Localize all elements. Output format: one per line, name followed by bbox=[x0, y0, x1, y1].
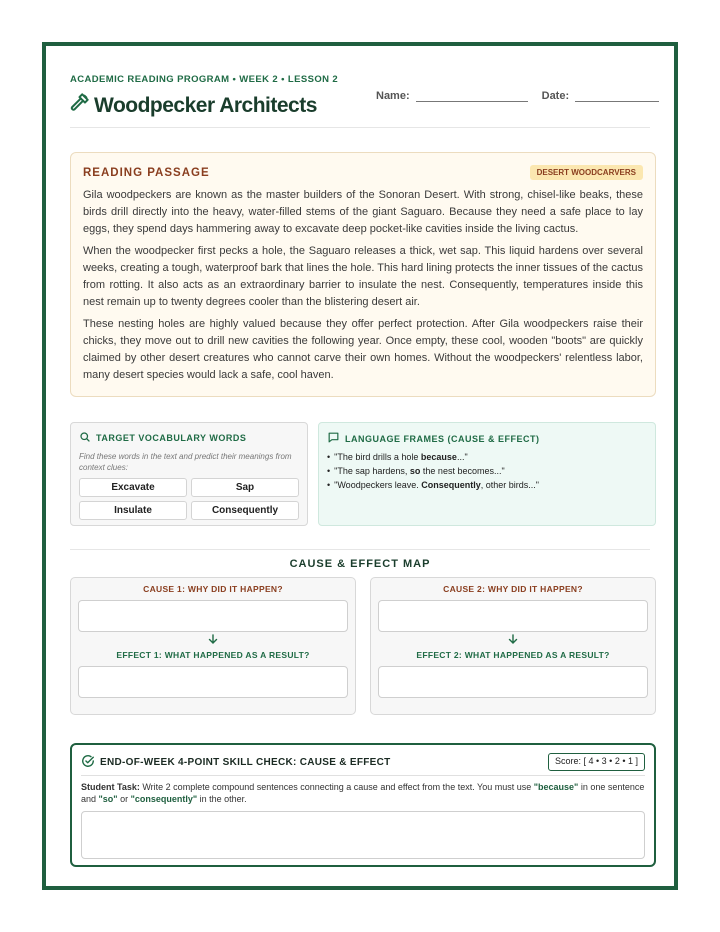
cause-1-label: CAUSE 1: WHY DID IT HAPPEN? bbox=[143, 584, 283, 594]
skill-divider bbox=[81, 775, 645, 776]
cause-1-answer-box[interactable] bbox=[78, 600, 348, 632]
language-frames-list bbox=[327, 452, 647, 490]
language-frame-item: • "The sap hardens, so the nest becomes..." bbox=[327, 466, 647, 476]
date-line[interactable] bbox=[575, 88, 659, 102]
date-field[interactable] bbox=[542, 88, 660, 102]
skill-check-answer-box[interactable] bbox=[81, 811, 645, 859]
cause-2-label: CAUSE 2: WHY DID IT HAPPEN? bbox=[443, 584, 583, 594]
student-task: Student Task: Write 2 complete compound sentences connecting a cause and effect from the text. You must use "because" in one sentence and "so" or "consequently" in the other. bbox=[81, 782, 645, 804]
vocabulary-grid bbox=[79, 478, 299, 520]
vocabulary-title: TARGET VOCABULARY WORDS bbox=[96, 433, 247, 443]
passage-paragraph: When the woodpecker first pecks a hole, the Saguaro releases a thick, wet sap. This liquid hardens over several weeks, creating a tough, waterproof bark that lines the hole. This hard lining protects the inner tissues of the cactus from rotting. It also acts as an extraordinary barrier to insulate the nest. Consequently, temperatures inside this nest remain up to twenty degrees cooler than the blistering desert air. bbox=[83, 245, 643, 308]
cause-2-answer-box[interactable] bbox=[378, 600, 648, 632]
arrow-down-icon bbox=[378, 634, 648, 650]
name-field[interactable] bbox=[376, 88, 528, 102]
passage-badge: DESERT WOODCARVERS bbox=[530, 165, 643, 180]
skill-check-box bbox=[70, 743, 656, 867]
worksheet-frame bbox=[42, 42, 678, 890]
language-frames-box bbox=[318, 422, 656, 526]
hammer-icon bbox=[68, 92, 90, 119]
section-divider bbox=[70, 549, 650, 550]
reading-passage bbox=[70, 152, 656, 397]
language-frames-title: LANGUAGE FRAMES (CAUSE & EFFECT) bbox=[345, 433, 540, 444]
name-label: Name: bbox=[376, 90, 410, 102]
cause-effect-column-2 bbox=[370, 577, 656, 715]
header-divider bbox=[70, 127, 650, 128]
check-circle-icon bbox=[81, 754, 95, 771]
score-box: Score: [ 4 • 3 • 2 • 1 ] bbox=[548, 753, 645, 771]
vocab-word-insulate: Insulate bbox=[79, 501, 187, 520]
language-frame-item: • "The bird drills a hole because..." bbox=[327, 452, 647, 462]
vocab-word-consequently: Consequently bbox=[191, 501, 299, 520]
vocab-word-excavate: Excavate bbox=[79, 478, 187, 497]
name-date-fields bbox=[376, 88, 659, 102]
effect-1-answer-box[interactable] bbox=[78, 666, 348, 698]
passage-paragraph: These nesting holes are highly valued because they offer perfect protection. After Gila woodpeckers raise their chicks, they move out to drill new cavities the following year. Once empty, these cool, wooden "boots" are quickly claimed by other desert creatures who cannot carve their own homes. Without the woodpeckers' relentless labor, many desert species would lack a safe, cool haven. bbox=[83, 318, 643, 381]
title-row bbox=[68, 92, 317, 119]
passage-paragraph: Gila woodpeckers are known as the master builders of the Sonoran Desert. With strong, chisel-like beaks, these birds drill directly into the heavy, water-filled stems of the giant Saguaro. Because they need a safe place to lay eggs, they spend days hammering away to excavate deep pocket-like cavities inside the living cactus. bbox=[83, 189, 643, 235]
skill-check-title: END-OF-WEEK 4-POINT SKILL CHECK: CAUSE & EFFECT bbox=[100, 756, 391, 768]
date-label: Date: bbox=[541, 90, 570, 102]
effect-1-label: EFFECT 1: WHAT HAPPENED AS A RESULT? bbox=[116, 650, 310, 660]
vocab-word-sap: Sap bbox=[191, 478, 299, 497]
vocabulary-box bbox=[70, 422, 308, 526]
vocabulary-instructions: Find these words in the text and predict their meanings from context clues: bbox=[79, 452, 292, 472]
language-frame-item: • "Woodpeckers leave. Consequently, other birds..." bbox=[327, 480, 647, 490]
arrow-down-icon bbox=[78, 634, 348, 650]
cause-effect-column-1 bbox=[70, 577, 356, 715]
effect-2-answer-box[interactable] bbox=[378, 666, 648, 698]
program-label: ACADEMIC READING PROGRAM • WEEK 2 • LESSON 2 bbox=[70, 74, 339, 85]
search-icon bbox=[79, 431, 91, 445]
passage-title: READING PASSAGE bbox=[83, 166, 210, 179]
speech-bubble-icon bbox=[327, 431, 340, 446]
effect-2-label: EFFECT 2: WHAT HAPPENED AS A RESULT? bbox=[416, 650, 610, 660]
cause-effect-map-title: CAUSE & EFFECT MAP bbox=[289, 558, 431, 570]
page-title: Woodpecker Architects bbox=[94, 93, 317, 117]
name-line[interactable] bbox=[416, 88, 528, 102]
